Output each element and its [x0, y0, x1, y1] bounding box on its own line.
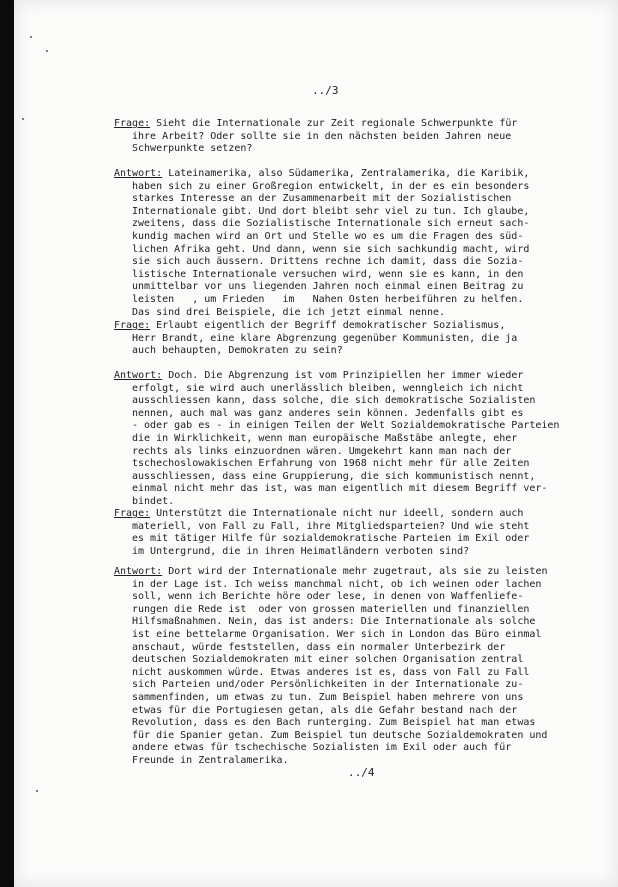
header-page-reference: ../3: [312, 84, 339, 97]
answer-1: [114, 168, 618, 319]
text-line: lichen Afrika geht. Und dann, wenn sie sich sachkundig macht, wird: [132, 243, 530, 255]
text-line: nennen, auch mal was ganz anderes sein können. Jedenfalls gibt es: [132, 407, 524, 419]
answer-2: [114, 370, 618, 509]
document-page: [14, 0, 618, 887]
text-line: ausschliessen kann, dass solche, die sich demokratische Sozialisten: [132, 395, 536, 407]
text-line: sie sich auch äussern. Drittens rechne ich damit, dass die Sozia-: [132, 256, 524, 268]
text-line: rechts als links einzuordnen wären. Umgekehrt kann man nach der: [132, 445, 512, 457]
text-line: auch behaupten, Demokraten zu sein?: [132, 345, 343, 357]
text-line: im Untergrund, die in ihren Heimatländern verboten sind?: [132, 545, 470, 557]
text-line: deutschen Sozialdemokraten mit einer solchen Organisation zentral: [132, 654, 524, 666]
text-line: Revolution, dass es den Bach runterging. Zum Beispiel hat man etwas: [132, 717, 536, 729]
text-line: Schwerpunkte setzen?: [132, 143, 253, 155]
text-line: soll, wenn ich Berichte höre oder lese, in denen von Waffenliefe-: [132, 591, 524, 603]
speaker-label: Frage:: [114, 508, 151, 519]
text-line: listische Internationale versuchen wird, wenn sie es kann, in den: [132, 268, 524, 280]
scan-speck: [30, 36, 32, 38]
text-line: [114, 370, 618, 383]
text-line: [114, 566, 618, 579]
text-line: Das sind drei Beispiele, die ich jetzt einmal nenne.: [132, 306, 446, 318]
question-1: [114, 118, 618, 156]
text-line: andere etwas für tschechische Sozialisten im Exil oder auch für: [132, 742, 512, 754]
text-line: nicht auskommen würde. Etwas anderes ist es, dass von Fall zu Fall: [132, 666, 530, 678]
text-line: [114, 118, 618, 131]
text-line: [114, 320, 618, 333]
text-line: Internationale gibt. Und dort bleibt sehr viel zu tun. Ich glaube,: [132, 205, 530, 217]
line-text: Doch. Die Abgrenzung ist vom Prinzipiellen her immer wieder: [162, 370, 524, 381]
text-line: einmal nicht mehr das ist, was man eigentlich mit diesem Begriff ver-: [132, 483, 548, 495]
text-line: haben sich zu einer Großregion entwickelt, in der es ein besonders: [132, 180, 530, 192]
text-line: ausschliessen, dass eine Gruppierung, die sich kommunistisch nennt,: [132, 470, 536, 482]
text-line: bindet.: [132, 495, 175, 507]
text-line: in der Lage ist. Ich weiss manchmal nicht, ob ich weinen oder lachen: [132, 578, 542, 590]
line-text: Dort wird der Internationale mehr zugetraut, als sie zu leisten: [162, 566, 548, 577]
text-line: - oder gab es - in einigen Teilen der Welt Sozialdemokratische Parteien: [132, 420, 560, 432]
line-text: Sieht die Internationale zur Zeit regionale Schwerpunkte für: [150, 118, 518, 129]
text-line: Freunde in Zentralamerika.: [132, 754, 289, 766]
text-line: starkes Interesse an der Zusammenarbeit mit der Sozialistischen: [132, 193, 512, 205]
text-line: Hilfsmaßnahmen. Nein, das ist anders: Die Internationale als solche: [132, 616, 536, 628]
text-line: sich Parteien und/oder Persönlichkeiten in der Internationale zu-: [132, 679, 524, 691]
text-line: kundig machen wird an Ort und Stelle wo es um die Fragen des süd-: [132, 230, 524, 242]
speaker-label: Frage:: [114, 320, 151, 331]
text-line: die in Wirklichkeit, wenn man europäische Maßstäbe anlegte, eher: [132, 432, 518, 444]
text-line: tschechoslowakischen Erfahrung von 1968 nicht mehr für alle Zeiten: [132, 458, 530, 470]
text-line: [114, 508, 618, 521]
text-line: erfolgt, sie wird auch unerlässlich bleiben, wenngleich ich nicht: [132, 382, 524, 394]
scan-speck: [36, 790, 38, 792]
text-line: leisten , um Frieden im Nahen Osten herbeiführen zu helfen.: [132, 293, 524, 305]
text-line: sammenfinden, um etwas zu tun. Zum Beispiel haben mehrere von uns: [132, 691, 524, 703]
question-3: [114, 508, 618, 558]
answer-3: [114, 566, 618, 768]
question-2: [114, 320, 618, 358]
speaker-label: Antwort:: [114, 168, 163, 179]
text-line: [114, 168, 618, 181]
text-line: Herr Brandt, eine klare Abgrenzung gegenüber Kommunisten, die ja: [132, 332, 518, 344]
line-text: Erlaubt eigentlich der Begriff demokratischer Sozialismus,: [150, 320, 506, 331]
text-line: anschaut, würde feststellen, dass ein normaler Unterbezirk der: [132, 641, 506, 653]
speaker-label: Frage:: [114, 118, 151, 129]
text-line: es mit tätiger Hilfe für sozialdemokratische Parteien im Exil oder: [132, 533, 530, 545]
line-text: Unterstützt die Internationale nicht nur ideell, sondern auch: [150, 508, 524, 519]
text-line: ist eine bettelarme Organisation. Wer sich in London das Büro einmal: [132, 628, 542, 640]
text-line: für die Spanier getan. Zum Beispiel tun deutsche Sozialdemokraten und: [132, 729, 548, 741]
text-line: etwas für die Portugiesen getan, als die Gefahr bestand nach der: [132, 704, 518, 716]
scan-speck: [46, 50, 48, 52]
text-line: zweitens, dass die Sozialistische Internationale sich erneut sach-: [132, 218, 530, 230]
text-line: ihre Arbeit? Oder sollte sie in den nächsten beiden Jahren neue: [132, 130, 512, 142]
speaker-label: Antwort:: [114, 566, 163, 577]
text-line: materiell, von Fall zu Fall, ihre Mitgliedsparteien? Und wie steht: [132, 520, 530, 532]
speaker-label: Antwort:: [114, 370, 163, 381]
scan-speck: [22, 118, 24, 120]
text-line: unmittelbar vor uns liegenden Jahren noch einmal einen Beitrag zu: [132, 281, 524, 293]
line-text: Lateinamerika, also Südamerika, Zentralamerika, die Karibik,: [162, 168, 530, 179]
footer-page-reference: ../4: [348, 766, 375, 779]
text-line: rungen die Rede ist oder von grossen materiellen und finanziellen: [132, 603, 530, 615]
